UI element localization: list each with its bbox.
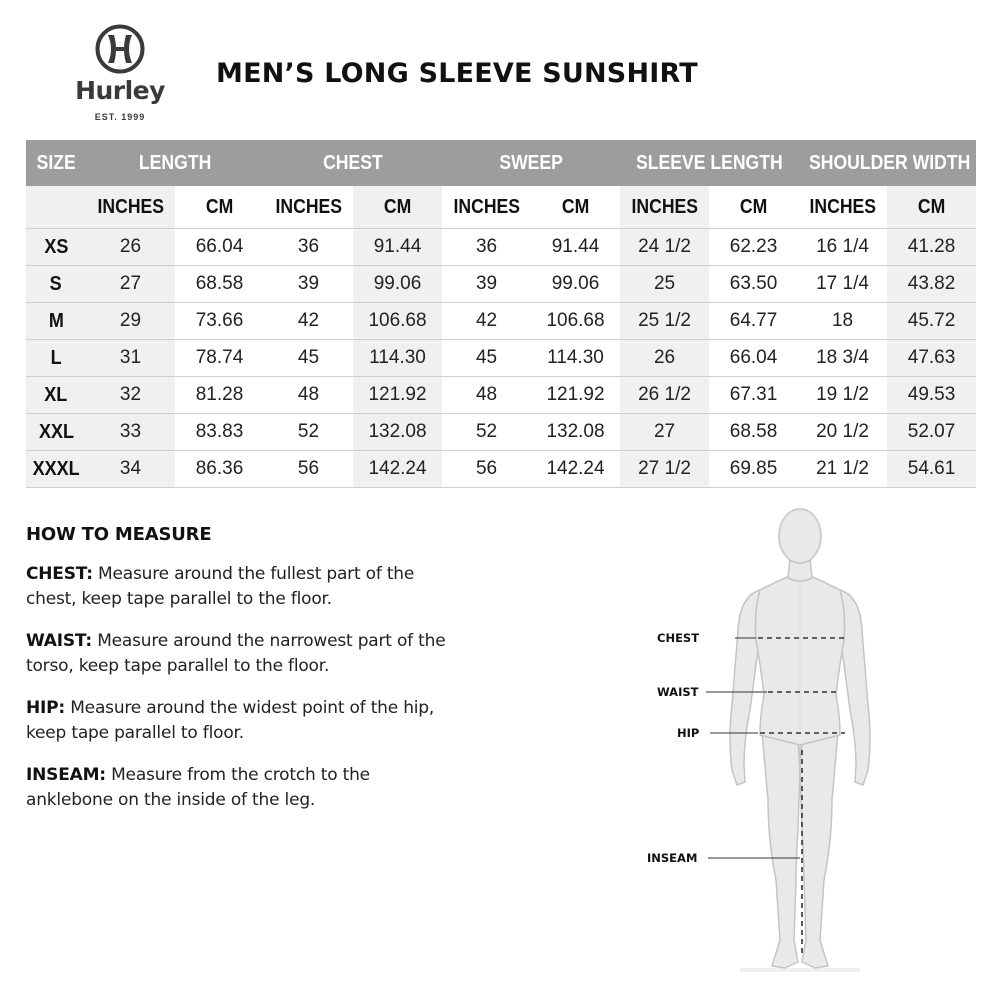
inches-cell: 20 1/2 bbox=[798, 414, 887, 451]
how-to-measure-section bbox=[26, 524, 456, 830]
cm-cell: 43.82 bbox=[887, 266, 976, 303]
chest-figure-label: CHEST bbox=[657, 631, 700, 645]
inches-cell: 56 bbox=[442, 451, 531, 488]
inches-cell: 42 bbox=[264, 303, 353, 340]
size-chart-table bbox=[26, 140, 976, 488]
instruction-text: Measure around the narrowest part of the torso, keep tape parallel to the floor. bbox=[26, 631, 446, 676]
size-label: XS bbox=[26, 229, 86, 266]
size-column-header: SIZE bbox=[26, 140, 86, 186]
cm-cell: 69.85 bbox=[709, 451, 798, 488]
hip-figure-label: HIP bbox=[677, 726, 700, 740]
cm-cell: 47.63 bbox=[887, 340, 976, 377]
inches-cell: 27 1/2 bbox=[620, 451, 709, 488]
inches-cell: 36 bbox=[442, 229, 531, 266]
cm-cell: 121.92 bbox=[531, 377, 620, 414]
group-header-row bbox=[26, 140, 976, 186]
cm-cell: 81.28 bbox=[175, 377, 264, 414]
how-to-measure-heading: HOW TO MEASURE bbox=[26, 524, 212, 545]
unit-header-cm: CM bbox=[561, 195, 590, 218]
inches-cell: 52 bbox=[442, 414, 531, 451]
inches-cell: 42 bbox=[442, 303, 531, 340]
brand-wordmark: Hurley bbox=[75, 76, 165, 105]
hip-instruction bbox=[26, 696, 456, 746]
brand-logo bbox=[70, 24, 170, 128]
cm-cell: 142.24 bbox=[531, 451, 620, 488]
inches-cell: 48 bbox=[264, 377, 353, 414]
inches-cell: 48 bbox=[442, 377, 531, 414]
inches-cell: 31 bbox=[86, 340, 175, 377]
unit-header-inches: INCHES bbox=[86, 186, 175, 229]
unit-header-cm: CM bbox=[739, 195, 768, 218]
table-row bbox=[26, 266, 976, 303]
size-label: XXL bbox=[26, 414, 86, 451]
unit-header-cm: CM bbox=[353, 186, 442, 229]
inches-cell: 17 1/4 bbox=[798, 266, 887, 303]
cm-cell: 86.36 bbox=[175, 451, 264, 488]
size-label: XXXL bbox=[26, 451, 86, 488]
unit-header-cm: CM bbox=[887, 186, 976, 229]
body-measurement-figure bbox=[640, 500, 890, 980]
cm-cell: 106.68 bbox=[531, 303, 620, 340]
unit-header-cm: CM bbox=[205, 195, 234, 218]
inches-cell: 19 1/2 bbox=[798, 377, 887, 414]
inches-cell: 34 bbox=[86, 451, 175, 488]
unit-header-inches: INCHES bbox=[809, 195, 876, 218]
instruction-text: Measure around the widest point of the hip, keep tape parallel to floor. bbox=[26, 698, 435, 743]
table-row bbox=[26, 229, 976, 266]
cm-cell: 66.04 bbox=[709, 340, 798, 377]
cm-cell: 132.08 bbox=[353, 414, 442, 451]
inches-cell: 39 bbox=[442, 266, 531, 303]
inches-cell: 27 bbox=[620, 414, 709, 451]
table-row bbox=[26, 303, 976, 340]
cm-cell: 54.61 bbox=[887, 451, 976, 488]
cm-cell: 73.66 bbox=[175, 303, 264, 340]
unit-header-inches: INCHES bbox=[275, 195, 342, 218]
cm-cell: 41.28 bbox=[887, 229, 976, 266]
instruction-text: Measure from the crotch to the anklebone on the inside of the leg. bbox=[26, 765, 370, 810]
cm-cell: 64.77 bbox=[709, 303, 798, 340]
instruction-text: Measure around the fullest part of the chest, keep tape parallel to the floor. bbox=[26, 564, 415, 609]
cm-cell: 63.50 bbox=[709, 266, 798, 303]
cm-cell: 114.30 bbox=[353, 340, 442, 377]
unit-header-row bbox=[26, 186, 976, 229]
size-label: S bbox=[26, 266, 86, 303]
table-row bbox=[26, 451, 976, 488]
waist-figure-label: WAIST bbox=[657, 685, 699, 699]
hurley-emblem-icon bbox=[95, 24, 145, 74]
table-row bbox=[26, 340, 976, 377]
cm-cell: 99.06 bbox=[353, 266, 442, 303]
cm-cell: 49.53 bbox=[887, 377, 976, 414]
inches-cell: 32 bbox=[86, 377, 175, 414]
shoulder-width-group-header: SHOULDER WIDTH bbox=[798, 140, 976, 186]
unit-header-inches: INCHES bbox=[453, 195, 520, 218]
inches-cell: 29 bbox=[86, 303, 175, 340]
inches-cell: 16 1/4 bbox=[798, 229, 887, 266]
table-row bbox=[26, 414, 976, 451]
table-row bbox=[26, 377, 976, 414]
inches-cell: 18 3/4 bbox=[798, 340, 887, 377]
cm-cell: 106.68 bbox=[353, 303, 442, 340]
brand-established: EST. 1999 bbox=[94, 112, 146, 122]
inches-cell: 26 1/2 bbox=[620, 377, 709, 414]
inseam-figure-label: INSEAM bbox=[647, 851, 698, 865]
cm-cell: 45.72 bbox=[887, 303, 976, 340]
size-label: M bbox=[26, 303, 86, 340]
unit-header-inches: INCHES bbox=[620, 186, 709, 229]
cm-cell: 91.44 bbox=[353, 229, 442, 266]
size-label: XL bbox=[26, 377, 86, 414]
inches-cell: 26 bbox=[86, 229, 175, 266]
inseam-instruction bbox=[26, 763, 456, 813]
cm-cell: 83.83 bbox=[175, 414, 264, 451]
inches-cell: 24 1/2 bbox=[620, 229, 709, 266]
cm-cell: 114.30 bbox=[531, 340, 620, 377]
body-silhouette-icon bbox=[640, 500, 890, 980]
inches-cell: 36 bbox=[264, 229, 353, 266]
cm-cell: 132.08 bbox=[531, 414, 620, 451]
chest-instruction bbox=[26, 562, 456, 612]
size-table-body bbox=[26, 229, 976, 488]
cm-cell: 142.24 bbox=[353, 451, 442, 488]
inches-cell: 18 bbox=[798, 303, 887, 340]
page-title: MEN’S LONG SLEEVE SUNSHIRT bbox=[216, 58, 698, 89]
cm-cell: 67.31 bbox=[709, 377, 798, 414]
inches-cell: 21 1/2 bbox=[798, 451, 887, 488]
sweep-group-header: SWEEP bbox=[442, 140, 620, 186]
cm-cell: 121.92 bbox=[353, 377, 442, 414]
cm-cell: 68.58 bbox=[709, 414, 798, 451]
cm-cell: 99.06 bbox=[531, 266, 620, 303]
unit-header-blank bbox=[26, 186, 86, 229]
cm-cell: 62.23 bbox=[709, 229, 798, 266]
cm-cell: 78.74 bbox=[175, 340, 264, 377]
inches-cell: 56 bbox=[264, 451, 353, 488]
length-group-header: LENGTH bbox=[86, 140, 264, 186]
waist-instruction bbox=[26, 629, 456, 679]
instruction-term: HIP: bbox=[26, 698, 66, 718]
inches-cell: 26 bbox=[620, 340, 709, 377]
size-label: L bbox=[26, 340, 86, 377]
inches-cell: 39 bbox=[264, 266, 353, 303]
cm-cell: 66.04 bbox=[175, 229, 264, 266]
chest-group-header: CHEST bbox=[264, 140, 442, 186]
instruction-term: INSEAM: bbox=[26, 765, 106, 785]
inches-cell: 33 bbox=[86, 414, 175, 451]
inches-cell: 25 bbox=[620, 266, 709, 303]
sleeve-length-group-header: SLEEVE LENGTH bbox=[620, 140, 798, 186]
inches-cell: 45 bbox=[264, 340, 353, 377]
cm-cell: 68.58 bbox=[175, 266, 264, 303]
inches-cell: 45 bbox=[442, 340, 531, 377]
cm-cell: 91.44 bbox=[531, 229, 620, 266]
inches-cell: 25 1/2 bbox=[620, 303, 709, 340]
instruction-term: WAIST: bbox=[26, 631, 92, 651]
instruction-term: CHEST: bbox=[26, 564, 93, 584]
inches-cell: 52 bbox=[264, 414, 353, 451]
cm-cell: 52.07 bbox=[887, 414, 976, 451]
inches-cell: 27 bbox=[86, 266, 175, 303]
